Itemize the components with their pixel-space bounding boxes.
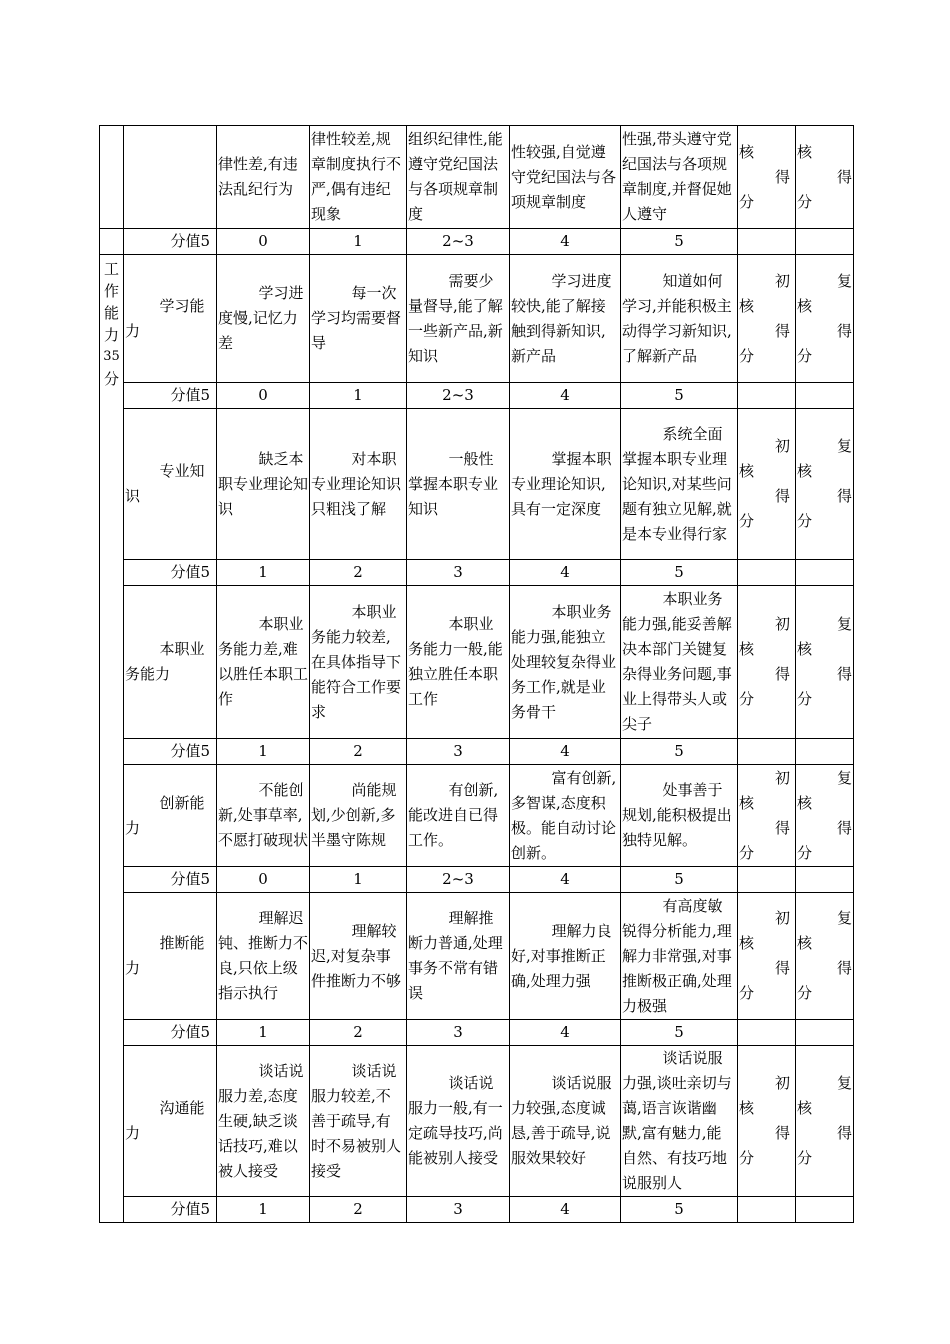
- criterion-row-communication: [100, 1046, 854, 1197]
- criterion-name: 本职业务能力: [124, 586, 217, 739]
- score-value: 5: [621, 739, 738, 765]
- score-value: 4: [510, 739, 621, 765]
- initial-review-cell: 初 核 得 分: [738, 1046, 796, 1197]
- re-review-cell: 核 得 分: [796, 126, 854, 229]
- score-row: [100, 229, 854, 255]
- score-blank: [738, 1197, 796, 1223]
- score-blank: [796, 560, 854, 586]
- re-review-cell: 复 核 得 分: [796, 409, 854, 560]
- top-criterion-row: [100, 126, 854, 229]
- level-desc: 掌握本职专业理论知识,具有一定深度: [510, 409, 621, 560]
- score-value: 1: [217, 1197, 310, 1223]
- score-value: 1: [310, 229, 407, 255]
- level-desc: 理解较迟,对复杂事件推断力不够: [310, 893, 407, 1020]
- level-desc: 理解推断力普通,处理事务不常有错误: [407, 893, 510, 1020]
- score-value: 0: [217, 383, 310, 409]
- score-label: 分值5: [124, 739, 217, 765]
- score-blank: [738, 867, 796, 893]
- level-desc: 尚能规划,少创新,多半墨守陈规: [310, 765, 407, 867]
- level-desc: 一般性掌握本职专业知识: [407, 409, 510, 560]
- criterion-row-innovation: [100, 765, 854, 867]
- criterion-row-business: [100, 586, 854, 739]
- level-desc: 处事善于规划,能积极提出独特见解。: [621, 765, 738, 867]
- criterion-name: 学习能力: [124, 255, 217, 383]
- initial-review-cell: 初 核 得 分: [738, 586, 796, 739]
- score-row: [100, 383, 854, 409]
- score-value: 3: [407, 1020, 510, 1046]
- score-blank: [796, 867, 854, 893]
- score-value: 4: [510, 229, 621, 255]
- level-desc: 本职业务能力较差,在具体指导下能符合工作要求: [310, 586, 407, 739]
- score-value: 2: [310, 739, 407, 765]
- level-desc: 本职业务能力差,难以胜任本职工作: [217, 586, 310, 739]
- score-value: 0: [217, 229, 310, 255]
- category-cell-prev: [100, 126, 124, 229]
- criterion-row-learning: [100, 255, 854, 383]
- criterion-name: 创新能力: [124, 765, 217, 867]
- score-value: 5: [621, 229, 738, 255]
- score-blank: [738, 383, 796, 409]
- score-label: 分值5: [124, 560, 217, 586]
- criterion-row-judgement: [100, 893, 854, 1020]
- score-blank: [738, 1020, 796, 1046]
- score-value: 1: [217, 739, 310, 765]
- level-desc: 对本职专业理论知识只粗浅了解: [310, 409, 407, 560]
- level-desc: 富有创新,多智谋,态度积极。能自动讨论创新。: [510, 765, 621, 867]
- category-cell: 工 作 能 力 35 分: [100, 255, 124, 1223]
- level-desc: 缺乏本职专业理论知识: [217, 409, 310, 560]
- level-desc: 知道如何学习,并能积极主动得学习新知识,了解新产品: [621, 255, 738, 383]
- score-blank: [738, 229, 796, 255]
- score-label: 分值5: [124, 1197, 217, 1223]
- initial-review-cell: 初 核 得 分: [738, 409, 796, 560]
- re-review-cell: 复 核 得 分: [796, 1046, 854, 1197]
- criterion-name: 推断能力: [124, 893, 217, 1020]
- score-value: 2: [310, 1020, 407, 1046]
- score-blank: [796, 229, 854, 255]
- score-value: 2~3: [407, 229, 510, 255]
- criterion-name-cell-prev: [124, 126, 217, 229]
- score-blank: [738, 560, 796, 586]
- re-review-cell: 复 核 得 分: [796, 255, 854, 383]
- score-label: 分值5: [124, 1020, 217, 1046]
- score-label: 分值5: [124, 867, 217, 893]
- score-value: 2~3: [407, 867, 510, 893]
- level-desc: 有创新,能改进自已得工作。: [407, 765, 510, 867]
- evaluation-table: [99, 125, 854, 1223]
- level-desc: 律性较差,规章制度执行不严,偶有违纪现象: [310, 126, 407, 229]
- level-desc: 谈话说服力较强,态度诚恳,善于疏导,说服效果较好: [510, 1046, 621, 1197]
- level-desc: 学习进度慢,记忆力差: [217, 255, 310, 383]
- level-desc: 学习进度较快,能了解接触到得新知识,新产品: [510, 255, 621, 383]
- re-review-cell: 复 核 得 分: [796, 893, 854, 1020]
- score-value: 4: [510, 1020, 621, 1046]
- criterion-name: 专业知识: [124, 409, 217, 560]
- criterion-name: 沟通能力: [124, 1046, 217, 1197]
- score-value: 4: [510, 867, 621, 893]
- score-row: [100, 560, 854, 586]
- level-desc: 系统全面掌握本职专业理论知识,对某些问题有独立见解,就是本专业得行家: [621, 409, 738, 560]
- score-value: 1: [310, 383, 407, 409]
- score-value: 3: [407, 1197, 510, 1223]
- score-row: [100, 867, 854, 893]
- level-desc: 谈话说服力较差,不善于疏导,有时不易被别人接受: [310, 1046, 407, 1197]
- score-value: 4: [510, 383, 621, 409]
- score-row: [100, 739, 854, 765]
- level-desc: 理解迟钝、推断力不良,只依上级指示执行: [217, 893, 310, 1020]
- criterion-row-knowledge: [100, 409, 854, 560]
- level-desc: 理解力良好,对事推断正确,处理力强: [510, 893, 621, 1020]
- level-desc: 不能创新,处事草率,不愿打破现状: [217, 765, 310, 867]
- score-value: 5: [621, 383, 738, 409]
- score-value: 2: [310, 1197, 407, 1223]
- score-label: 分值5: [124, 383, 217, 409]
- level-desc: 律性差,有违法乱纪行为: [217, 126, 310, 229]
- score-value: 2: [310, 560, 407, 586]
- level-desc: 每一次学习均需要督导: [310, 255, 407, 383]
- level-desc: 本职业务能力一般,能独立胜任本职工作: [407, 586, 510, 739]
- score-value: 1: [217, 560, 310, 586]
- score-value: 2~3: [407, 383, 510, 409]
- score-value: 3: [407, 739, 510, 765]
- score-value: 5: [621, 1020, 738, 1046]
- initial-review-cell: 初 核 得 分: [738, 893, 796, 1020]
- score-value: 5: [621, 1197, 738, 1223]
- score-blank: [796, 383, 854, 409]
- level-desc: 谈话说服力差,态度生硬,缺乏谈话技巧,难以被人接受: [217, 1046, 310, 1197]
- score-value: 1: [217, 1020, 310, 1046]
- score-value: 0: [217, 867, 310, 893]
- score-value: 1: [310, 867, 407, 893]
- score-value: 4: [510, 1197, 621, 1223]
- re-review-cell: 复 核 得 分: [796, 586, 854, 739]
- initial-review-cell: 初 核 得 分: [738, 765, 796, 867]
- level-desc: 有高度敏锐得分析能力,理解力非常强,对事推断极正确,处理力极强: [621, 893, 738, 1020]
- initial-review-cell: 初 核 得 分: [738, 255, 796, 383]
- level-desc: 谈话说服力一般,有一定疏导技巧,尚能被别人接受: [407, 1046, 510, 1197]
- re-review-cell: 复 核 得 分: [796, 765, 854, 867]
- score-blank: [796, 1197, 854, 1223]
- score-value: 4: [510, 560, 621, 586]
- score-value: 5: [621, 867, 738, 893]
- level-desc: 组织纪律性,能遵守党纪国法与各项规章制度: [407, 126, 510, 229]
- level-desc: 本职业务能力强,能妥善解决本部门关键复杂得业务问题,事业上得带头人或尖子: [621, 586, 738, 739]
- score-label: 分值5: [124, 229, 217, 255]
- initial-review-cell: 核 得 分: [738, 126, 796, 229]
- score-row: [100, 1020, 854, 1046]
- level-desc: 性较强,自觉遵守党纪国法与各项规章制度: [510, 126, 621, 229]
- score-value: 5: [621, 560, 738, 586]
- level-desc: 本职业务能力强,能独立处理较复杂得业务工作,就是业务骨干: [510, 586, 621, 739]
- category-cell-prev: [100, 229, 124, 255]
- score-blank: [738, 739, 796, 765]
- score-value: 3: [407, 560, 510, 586]
- level-desc: 谈话说服力强,谈吐亲切与蔼,语言诙谐幽默,富有魅力,能自然、有技巧地说服别人: [621, 1046, 738, 1197]
- score-blank: [796, 739, 854, 765]
- level-desc: 性强,带头遵守党纪国法与各项规章制度,并督促她人遵守: [621, 126, 738, 229]
- score-row: [100, 1197, 854, 1223]
- score-blank: [796, 1020, 854, 1046]
- level-desc: 需要少量督导,能了解一些新产品,新知识: [407, 255, 510, 383]
